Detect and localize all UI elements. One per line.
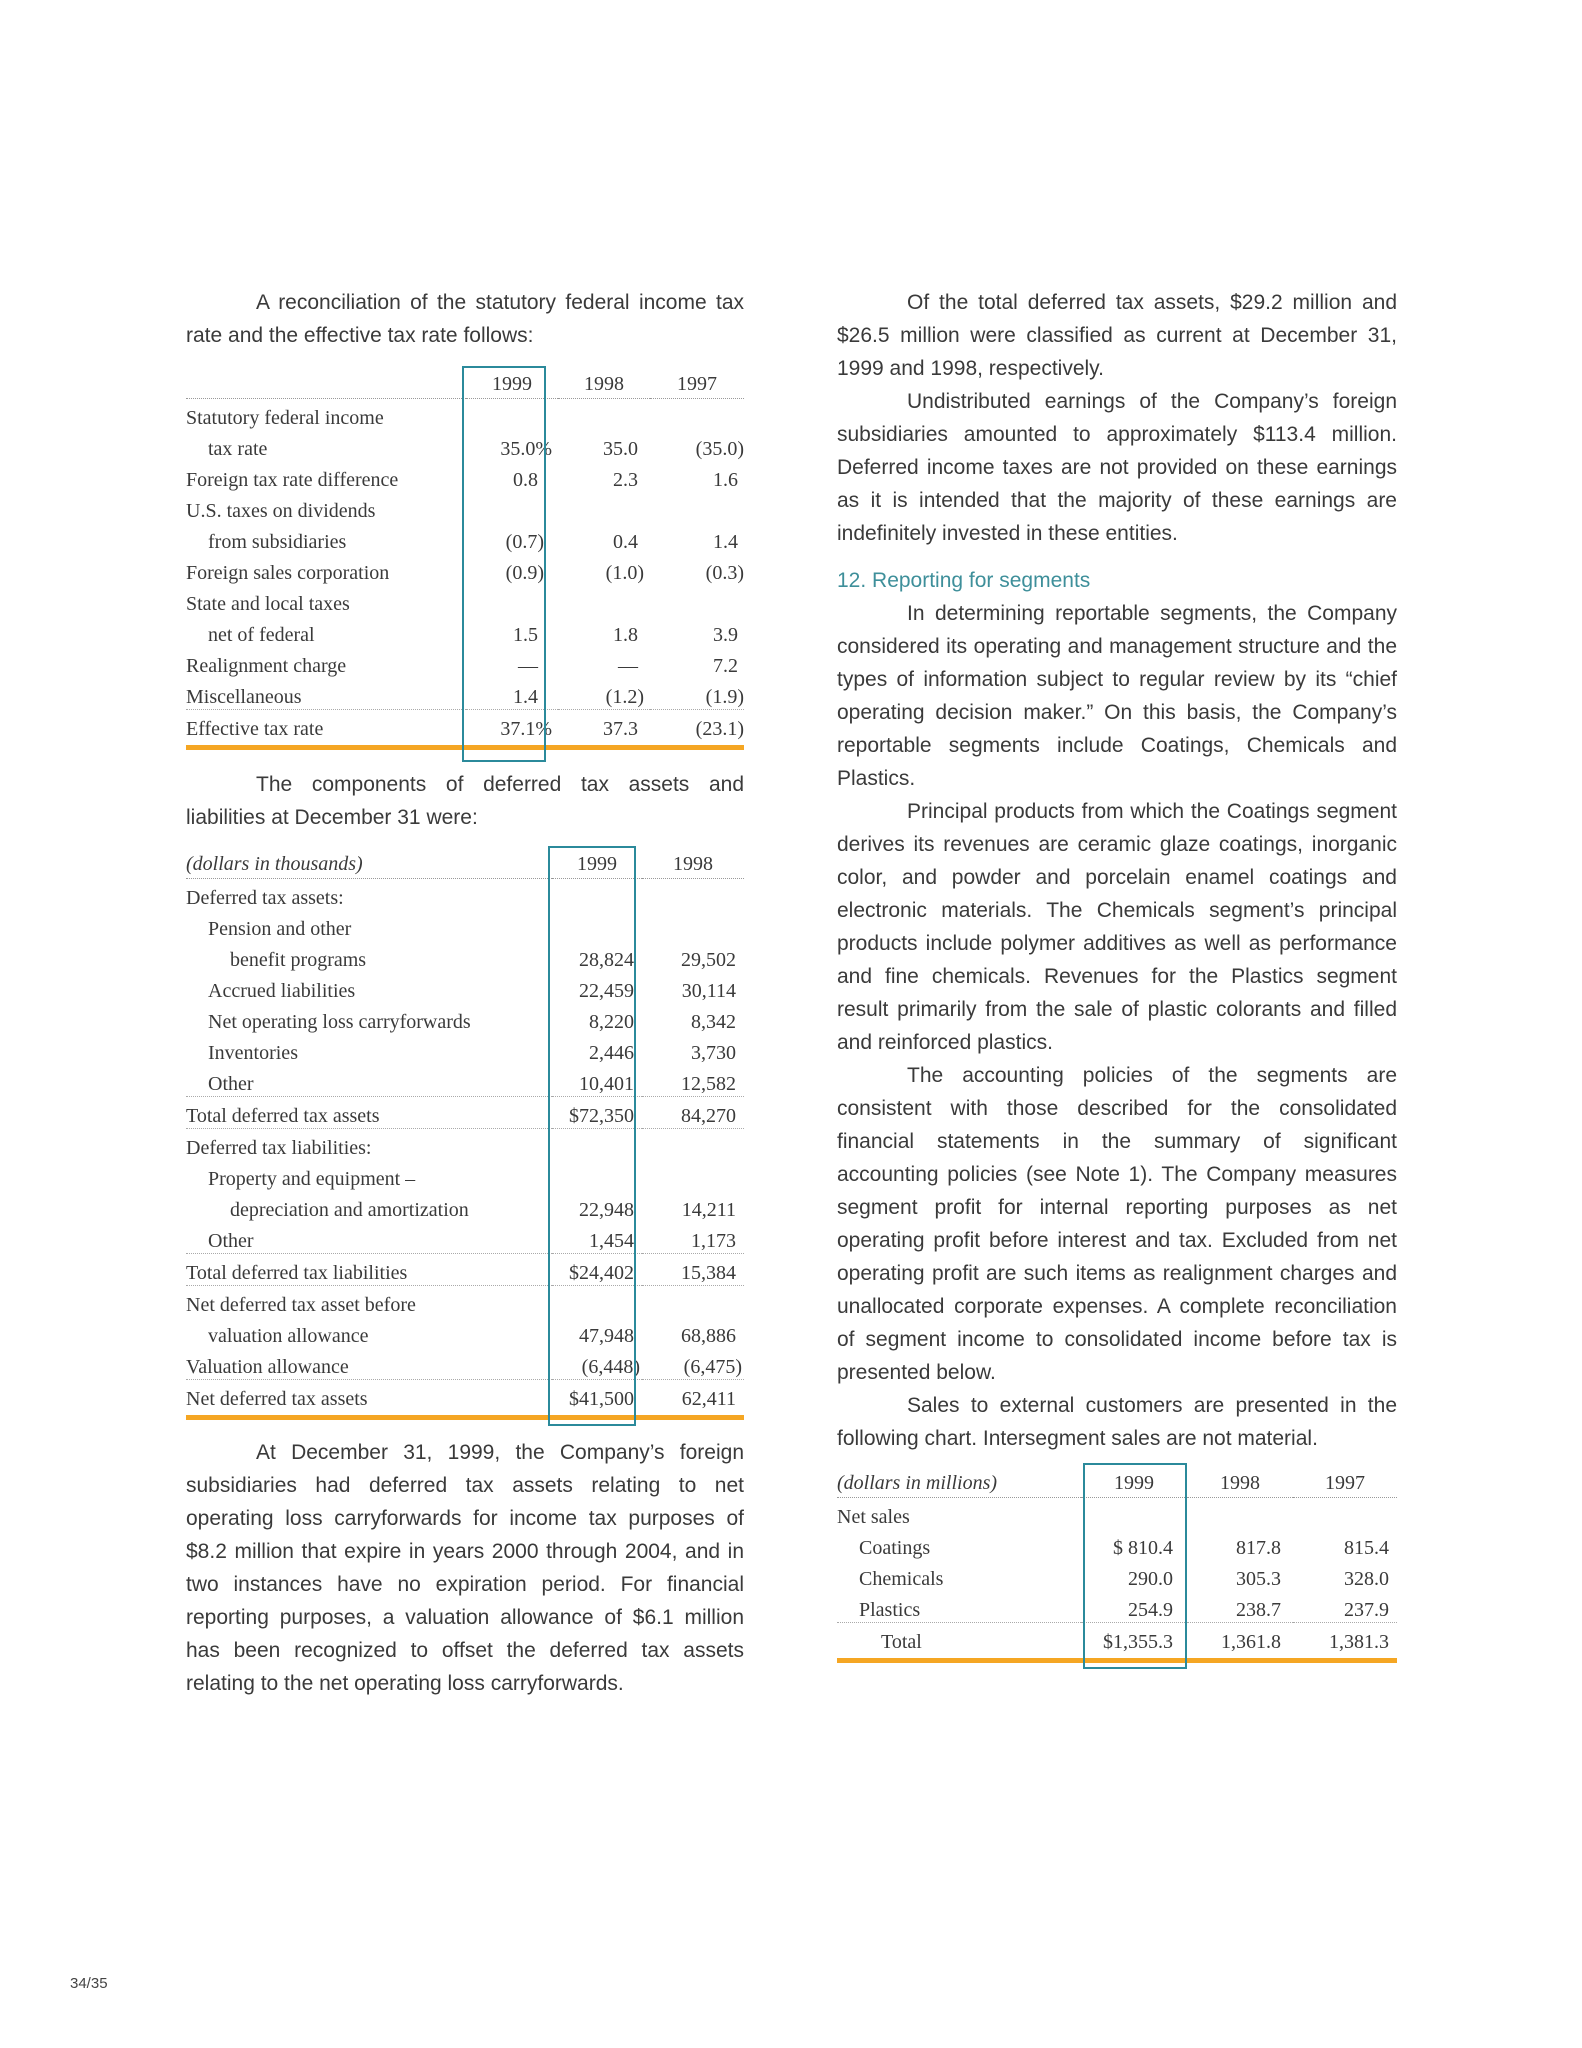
cell: 0.4 xyxy=(613,531,638,553)
row-label: Foreign sales corporation xyxy=(186,562,390,584)
row-label: from subsidiaries xyxy=(208,531,347,553)
unit-label: (dollars in thousands) xyxy=(186,853,363,875)
row-label: Total deferred tax liabilities xyxy=(186,1254,552,1286)
cell: 68,886 xyxy=(681,1325,736,1347)
cell: 328.0 xyxy=(1344,1568,1389,1590)
row-label: Miscellaneous xyxy=(186,686,302,708)
col-header: 1998 xyxy=(1220,1472,1260,1494)
cell: 1,454 xyxy=(589,1230,634,1252)
row-label: State and local taxes xyxy=(186,593,350,615)
cell: 8,342 xyxy=(691,1011,736,1033)
highlight-box-1999 xyxy=(462,366,546,762)
cell: 1.6 xyxy=(713,469,738,491)
row-label: Deferred tax assets: xyxy=(186,887,344,909)
cell: $41,500 xyxy=(552,1380,642,1412)
unit-label: (dollars in millions) xyxy=(837,1472,998,1494)
row-label: Effective tax rate xyxy=(186,710,466,742)
row-label: Foreign tax rate difference xyxy=(186,469,399,491)
highlight-box-1999 xyxy=(548,846,636,1426)
cell: 7.2 xyxy=(713,655,738,677)
row-label: Net operating loss carryforwards xyxy=(208,1011,471,1033)
deferred-table-wrap xyxy=(186,846,744,1420)
row-label: tax rate xyxy=(208,438,268,460)
row-label: Pension and other xyxy=(208,918,352,940)
cell: (0.3) xyxy=(705,562,744,584)
cell: $1,355.3 xyxy=(1081,1623,1187,1655)
cell: 84,270 xyxy=(642,1097,744,1129)
cell: 22,948 xyxy=(579,1199,634,1221)
table-row xyxy=(186,1034,744,1065)
left-column xyxy=(186,286,744,1700)
row-label: Net sales xyxy=(837,1506,910,1528)
cell: 28,824 xyxy=(579,949,634,971)
paragraph: Undistributed earnings of the Company’s foreign subsidiaries amounted to approximately $113.4 million. Deferred income taxes are not provided on these earnings as it is intended that the majority of these earnings are indefinitely invested in these entities. xyxy=(837,390,1397,545)
row-label: Realignment charge xyxy=(186,655,347,677)
row-label: Other xyxy=(208,1230,254,1252)
paragraph: Sales to external customers are presented in the following chart. Intersegment sales are not material. xyxy=(837,1394,1397,1450)
cell: 30,114 xyxy=(681,980,736,1002)
cell: 815.4 xyxy=(1344,1537,1389,1559)
cell: (23.1) xyxy=(650,710,744,742)
table-row xyxy=(186,1129,744,1161)
table-row xyxy=(186,1254,744,1286)
table-row xyxy=(186,1348,744,1380)
right-column xyxy=(837,286,1397,1663)
cell: 29,502 xyxy=(681,949,736,971)
cell: (6,475) xyxy=(683,1356,742,1378)
table-rule xyxy=(186,1415,744,1420)
table-row xyxy=(186,1191,744,1222)
cell: 37.1% xyxy=(466,710,558,742)
cell: (1.9) xyxy=(705,686,744,708)
cell: (35.0) xyxy=(695,438,744,460)
rate-table-wrap xyxy=(186,366,744,750)
table-row xyxy=(186,1065,744,1097)
cell: 8,220 xyxy=(589,1011,634,1033)
row-label: Chemicals xyxy=(859,1568,944,1590)
cell: 1,173 xyxy=(691,1230,736,1252)
paragraph: Principal products from which the Coatings segment derives its revenues are ceramic glaze coatings, inorganic color, and powder and porcelain enamel coatings and electronic materials. The Chemicals segment’s principal products include polymer additives as well as performance and fine chemicals. Revenues for the Plastics segment result primarily from the sale of plastic colorants and filled and reinforced plastics. xyxy=(837,800,1397,1054)
col-header: 1999 xyxy=(577,853,617,875)
cell: 10,401 xyxy=(579,1073,634,1095)
cell: $ 810.4 xyxy=(1113,1537,1173,1559)
cell: (1.2) xyxy=(605,686,644,708)
cell: 2,446 xyxy=(589,1042,634,1064)
row-label: Total xyxy=(837,1623,1081,1655)
components-intro: The components of deferred tax assets and liabilities at December 31 were: xyxy=(186,773,744,829)
rate-intro: A reconciliation of the statutory federal income tax rate and the effective tax rate follows: xyxy=(186,291,744,347)
cell: (0.7) xyxy=(505,531,544,553)
cell: 0.8 xyxy=(513,469,538,491)
table-row xyxy=(186,941,744,972)
row-label: Valuation allowance xyxy=(186,1356,349,1378)
cell: $72,350 xyxy=(552,1097,642,1129)
cell: 237.9 xyxy=(1344,1599,1389,1621)
row-label: Statutory federal income xyxy=(186,407,384,429)
row-label: U.S. taxes on dividends xyxy=(186,500,376,522)
table-row xyxy=(186,1286,744,1318)
row-label: Inventories xyxy=(208,1042,298,1064)
cell: 3,730 xyxy=(691,1042,736,1064)
page-number: 34/35 xyxy=(70,1975,108,1992)
paragraph: The accounting policies of the segments are consistent with those described for the consolidated financial statements in the summary of significant accounting policies (see Note 1). The Company measures segment profit for internal reporting purposes as net operating profit before interest and tax. Excluded from net operating profit are such items as realignment charges and unallocated corporate expenses. A complete reconciliation of segment income to consolidated income before tax is presented below. xyxy=(837,1064,1397,1384)
row-label: Property and equipment – xyxy=(208,1168,416,1190)
cell: — xyxy=(618,655,638,677)
cell: 3.9 xyxy=(713,624,738,646)
section-title: 12. Reporting for segments xyxy=(837,569,1091,592)
col-header: 1998 xyxy=(584,373,624,395)
cell: 238.7 xyxy=(1236,1599,1281,1621)
sales-table-wrap xyxy=(837,1465,1397,1663)
row-label: depreciation and amortization xyxy=(230,1199,469,1221)
cell: 12,582 xyxy=(681,1073,736,1095)
cell: 47,948 xyxy=(579,1325,634,1347)
col-header: 1998 xyxy=(673,853,713,875)
cell: (0.9) xyxy=(505,562,544,584)
paragraph: Of the total deferred tax assets, $29.2 million and $26.5 million were classified as current at December 31, 1999 and 1998, respectively. xyxy=(837,291,1397,380)
row-label: net of federal xyxy=(208,624,315,646)
cell: 35.0% xyxy=(500,438,552,460)
cell: 1,381.3 xyxy=(1293,1623,1397,1655)
deferred-table xyxy=(186,846,744,1411)
cell: (6,448) xyxy=(581,1356,640,1378)
row-label: Net deferred tax assets xyxy=(186,1380,552,1412)
table-row xyxy=(186,1380,744,1412)
table-row xyxy=(186,1160,744,1191)
cell: 290.0 xyxy=(1128,1568,1173,1590)
cell: 1.8 xyxy=(613,624,638,646)
col-header: 1997 xyxy=(1325,1472,1365,1494)
cell: 62,411 xyxy=(642,1380,744,1412)
cell: $24,402 xyxy=(552,1254,642,1286)
cell: (1.0) xyxy=(605,562,644,584)
col-header: 1997 xyxy=(677,373,717,395)
table-row xyxy=(186,910,744,941)
cell: 254.9 xyxy=(1128,1599,1173,1621)
deferred-table-header xyxy=(186,846,744,879)
cell: 15,384 xyxy=(642,1254,744,1286)
highlight-box-1999 xyxy=(1083,1463,1187,1669)
col-header: 1999 xyxy=(492,373,532,395)
paragraph: In determining reportable segments, the Company considered its operating and management structure and the types of information subject to regular review by its “chief operating decision maker.” On this basis, the Company’s reportable segments include Coatings, Chemicals and Plastics. xyxy=(837,602,1397,790)
row-label: Plastics xyxy=(859,1599,921,1621)
cell: 2.3 xyxy=(613,469,638,491)
table-row xyxy=(186,972,744,1003)
cell: — xyxy=(518,655,538,677)
table-row xyxy=(186,1317,744,1348)
cell: 817.8 xyxy=(1236,1537,1281,1559)
cell: 1.5 xyxy=(513,624,538,646)
table-row xyxy=(186,1222,744,1254)
row-label: Deferred tax liabilities: xyxy=(186,1129,552,1161)
cell: 1.4 xyxy=(513,686,538,708)
cell: 305.3 xyxy=(1236,1568,1281,1590)
cell: 35.0 xyxy=(603,438,638,460)
cell: 1,361.8 xyxy=(1187,1623,1293,1655)
row-label: Total deferred tax assets xyxy=(186,1097,552,1129)
cell: 22,459 xyxy=(579,980,634,1002)
row-label: Accrued liabilities xyxy=(208,980,356,1002)
table-row xyxy=(186,1003,744,1034)
cell: 14,211 xyxy=(681,1199,736,1221)
row-label: Net deferred tax asset before xyxy=(186,1286,552,1318)
row-label: valuation allowance xyxy=(208,1325,369,1347)
table-row xyxy=(186,1097,744,1129)
closing-paragraph: At December 31, 1999, the Company’s foreign subsidiaries had deferred tax assets relating to net operating loss carryforwards for income tax purposes of $8.2 million that expire in years 2000 through 2004, and in two instances have no expiration period. For financial reporting purposes, a valuation allowance of $6.1 million has been recognized to offset the deferred tax assets relating to the net operating loss carryforwards. xyxy=(186,1441,744,1695)
row-label: Coatings xyxy=(859,1537,931,1559)
col-header: 1999 xyxy=(1114,1472,1154,1494)
table-row xyxy=(186,879,744,911)
row-label: benefit programs xyxy=(230,949,367,971)
cell: 37.3 xyxy=(558,710,650,742)
cell: 1.4 xyxy=(713,531,738,553)
row-label: Other xyxy=(208,1073,254,1095)
